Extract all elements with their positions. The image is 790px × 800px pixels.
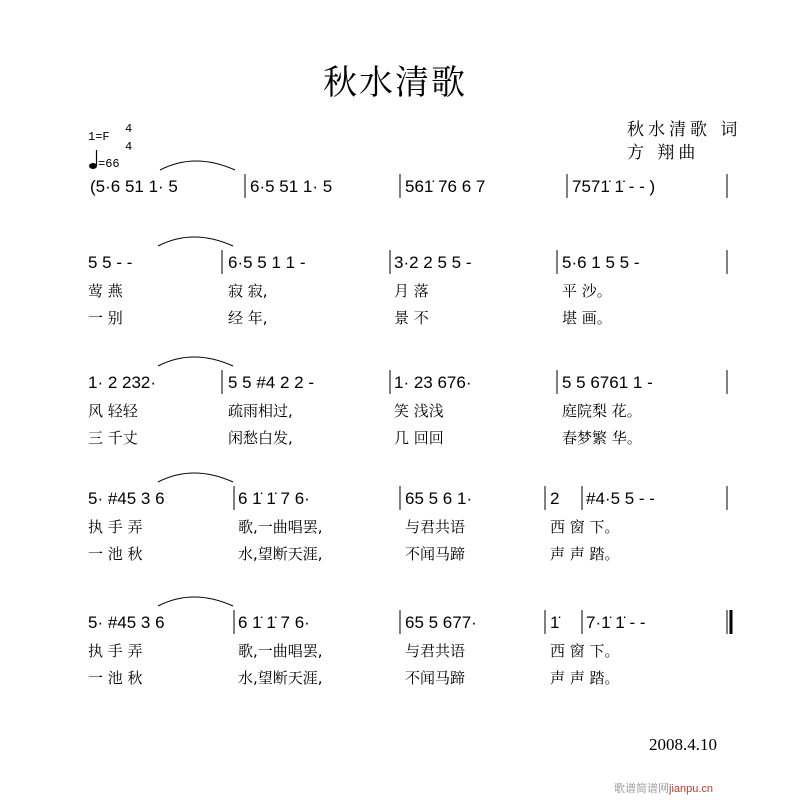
lyric-text: 笑 浅浅 (394, 402, 444, 420)
lyric-text: 声 声 踏。 (550, 669, 620, 687)
lyric-text: 歌,一曲唱罢, (238, 642, 323, 660)
measure-notes: 5 5 #4 2 2 - (228, 373, 315, 392)
measure-notes: 6·5 5 1 1 - (228, 253, 306, 272)
measure-notes: 65 5 6 1· (405, 489, 473, 508)
measure-notes: 5·6 1 5 5 - (562, 253, 640, 272)
date-stamp: 2008.4.10 (649, 735, 717, 754)
lyric-text: 春梦繁 华。 (562, 429, 642, 447)
slur (158, 597, 233, 606)
measure-notes: 7·1̇ 1̇ - - (586, 613, 646, 632)
lyric-text: 闲愁白发, (228, 429, 293, 447)
watermark (614, 780, 713, 796)
lyric-text: 西 窗 下。 (550, 642, 620, 660)
lyric-text: 不闻马蹄 (405, 669, 466, 687)
lyric-text: 几 回回 (394, 429, 444, 447)
composer-credit: 方 翔曲 (627, 143, 700, 163)
measure-notes: 5 5 6761 1 - (562, 373, 653, 392)
measure-notes: 7571̇ 1̇ - - ) (572, 177, 656, 196)
lyric-text: 西 窗 下。 (550, 518, 620, 536)
lyric-text: 歌,一曲唱罢, (238, 518, 323, 536)
lyric-text: 执 手 弄 (88, 518, 143, 536)
lyric-text: 风 轻轻 (88, 402, 138, 420)
lyric-text: 与君共语 (405, 518, 466, 536)
measure-notes: 2 (550, 489, 560, 508)
lyric-text: 堪 画。 (562, 309, 612, 327)
measure-notes: 65 5 677· (405, 613, 477, 632)
lyric-text: 水,望断天涯, (238, 545, 323, 563)
watermark-cn: 歌谱简谱网 (614, 782, 669, 795)
lyric-text: 寂 寂, (228, 282, 268, 300)
time-signature-bottom: 4 (125, 140, 133, 154)
slur (158, 473, 233, 482)
lyric-text: 疏雨相过, (228, 402, 293, 420)
lyric-text: 景 不 (394, 309, 429, 327)
measure-notes: 1· 23 676· (394, 373, 472, 392)
tempo-marking: =66 (98, 157, 120, 171)
measure-notes: 561̇ 76 6 7 (405, 177, 486, 196)
lyric-text: 一 别 (88, 309, 123, 327)
time-signature-top: 4 (125, 122, 133, 136)
lyric-text: 执 手 弄 (88, 642, 143, 660)
lyric-text: 庭院梨 花。 (562, 402, 642, 420)
key-signature: 1=F (88, 130, 110, 144)
lyricist-credit: 秋水清歌 词 (627, 120, 742, 140)
measure-notes: 5· #45 3 6 (88, 613, 165, 632)
lyric-text: 月 落 (394, 282, 429, 300)
lyric-text: 不闻马蹄 (405, 545, 466, 563)
measure-notes: 3·2 2 5 5 - (394, 253, 472, 272)
measure-notes: 5 5 - - (88, 253, 133, 272)
slur (158, 237, 233, 246)
lyric-text: 一 池 秋 (88, 545, 143, 563)
lyric-text: 水,望断天涯, (238, 669, 323, 687)
slur (160, 161, 235, 170)
measure-notes: 6·5 51 1· 5 (250, 177, 333, 196)
measure-notes: (5·6 51 1· 5 (90, 177, 178, 196)
measure-notes: 6 1̇ 1̇ 7 6· (238, 613, 310, 632)
measure-notes: 6 1̇ 1̇ 7 6· (238, 489, 310, 508)
slur (158, 357, 233, 366)
lyric-text: 莺 燕 (88, 282, 123, 300)
lyric-text: 平 沙。 (562, 282, 612, 300)
lyric-text: 一 池 秋 (88, 669, 143, 687)
measure-notes: 1· 2 232· (88, 373, 157, 392)
measure-notes: 5· #45 3 6 (88, 489, 165, 508)
page-title: 秋水清歌 (323, 63, 467, 103)
measure-notes: 1̇ (550, 613, 560, 632)
lyric-text: 经 年, (228, 309, 268, 327)
lyric-text: 声 声 踏。 (550, 545, 620, 563)
lyric-text: 三 千丈 (88, 429, 138, 447)
measure-notes: #4·5 5 - - (586, 489, 655, 508)
watermark-url: jianpu.cn (669, 783, 714, 795)
lyric-text: 与君共语 (405, 642, 466, 660)
